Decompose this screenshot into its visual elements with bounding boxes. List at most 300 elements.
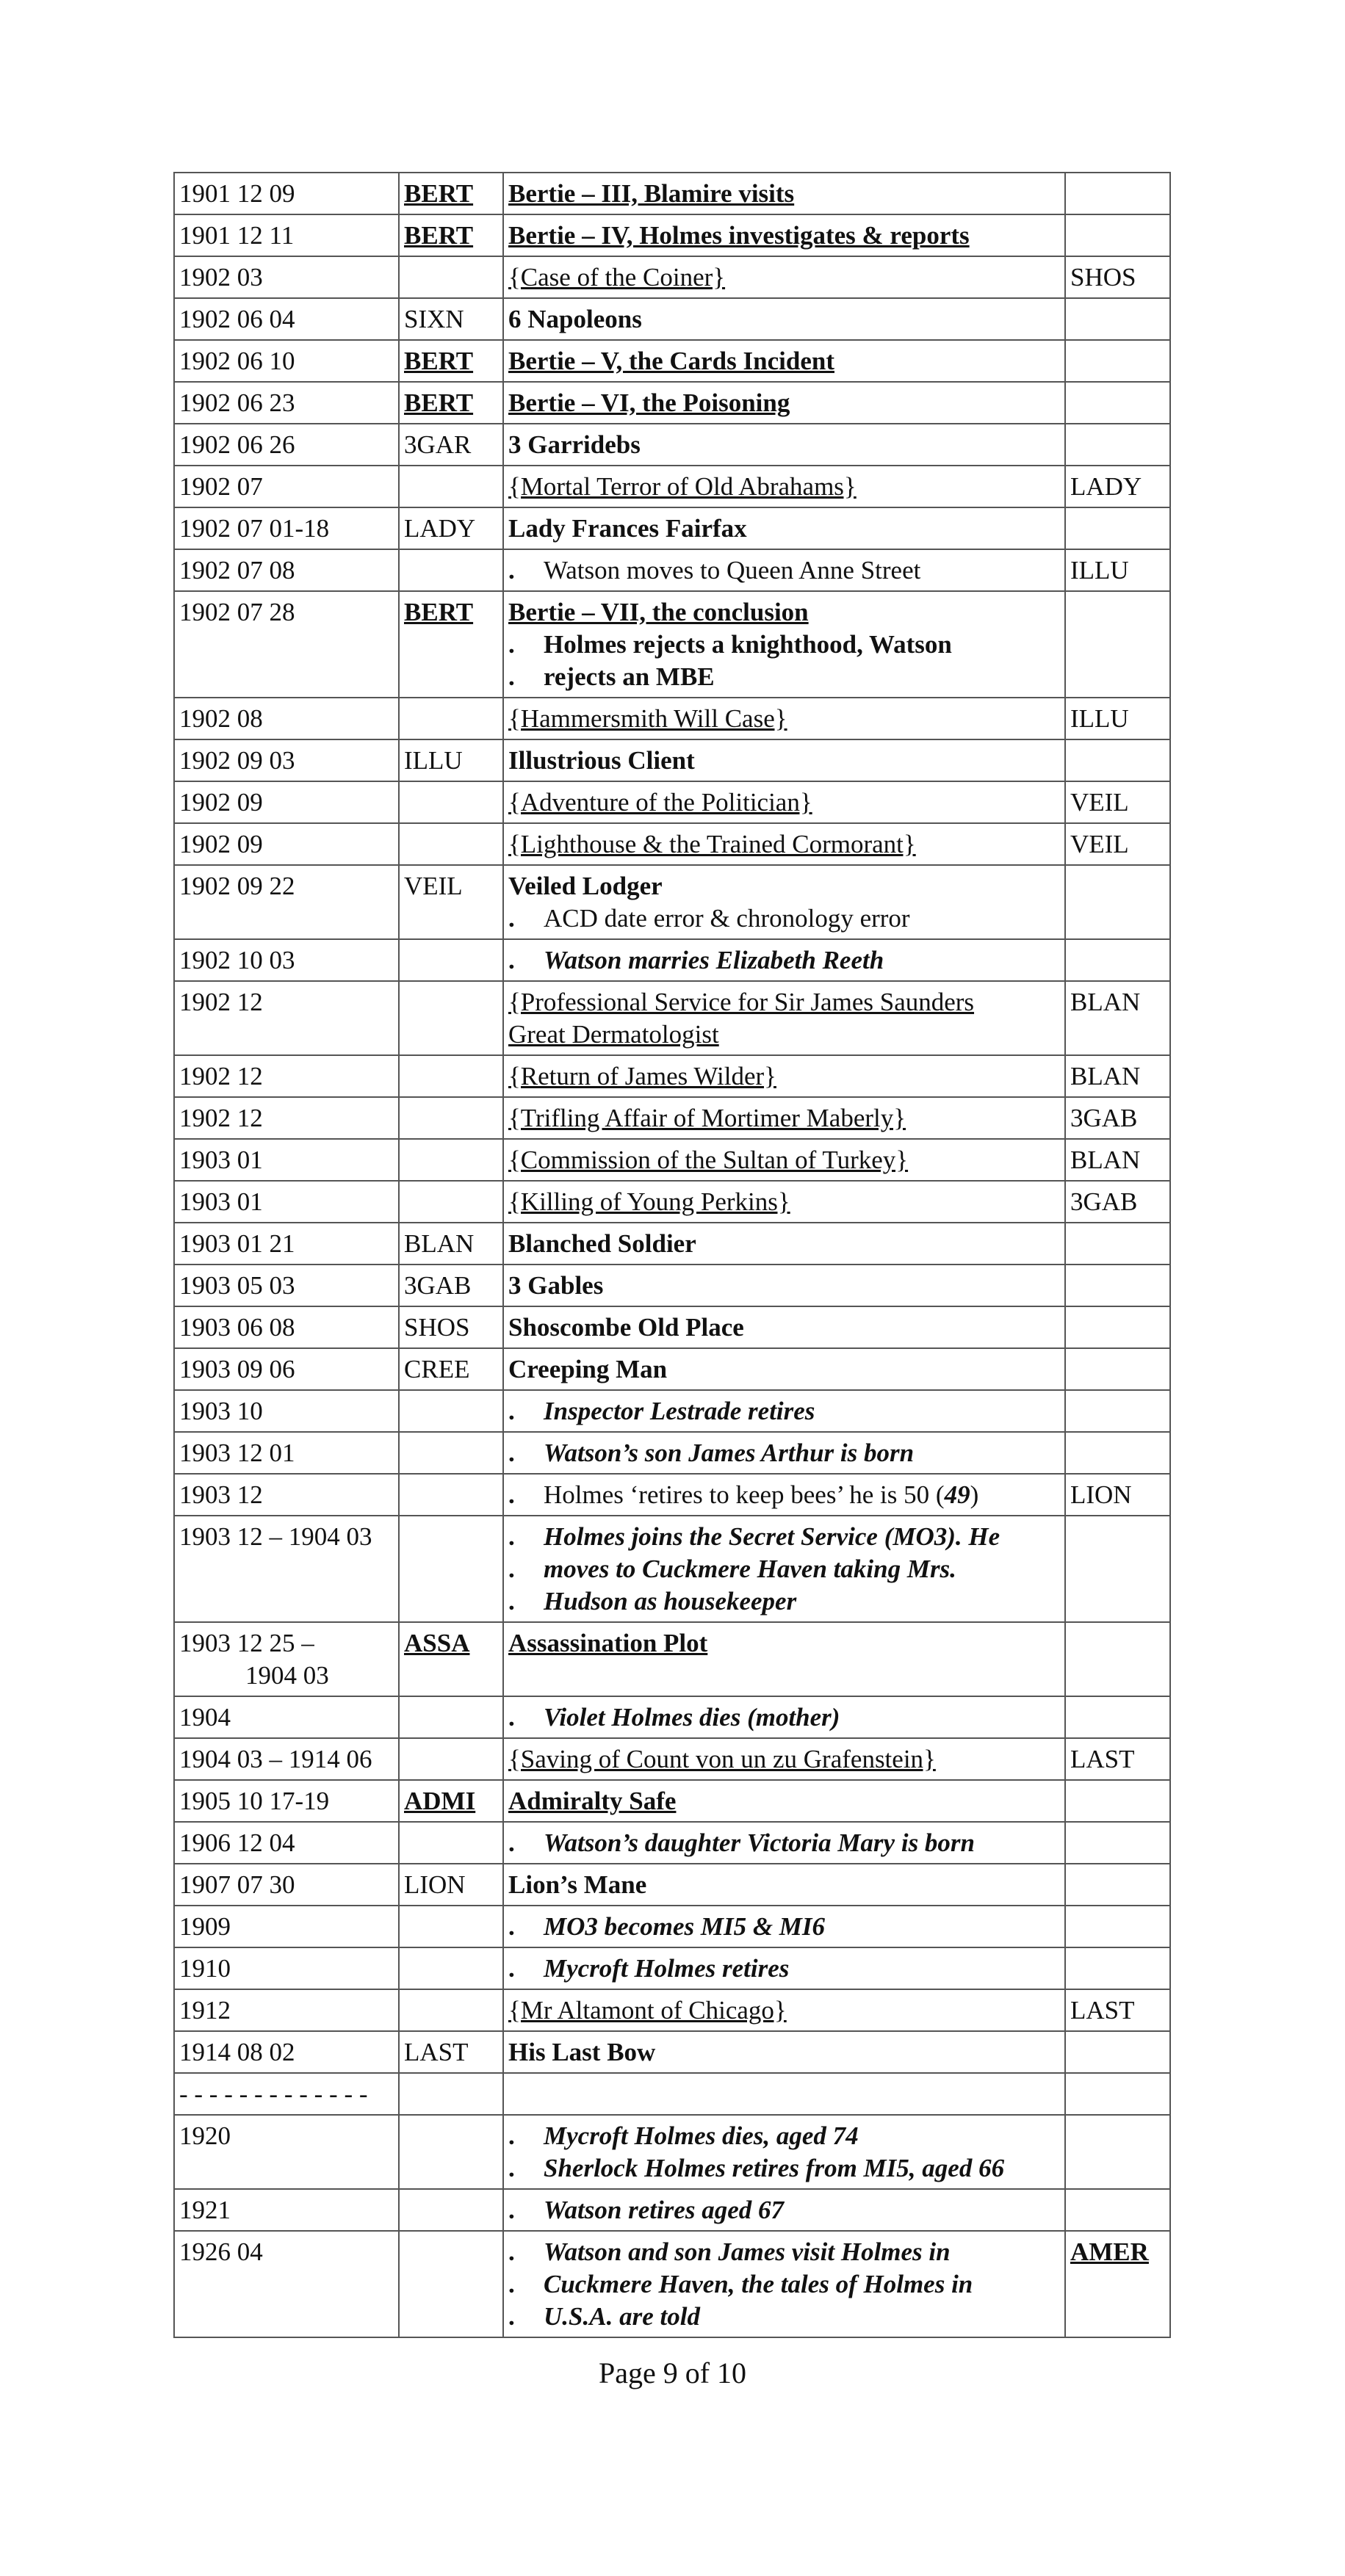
event-cell [503,214,1065,256]
source-code-cell [1065,2231,1170,2337]
event-cell [503,1696,1065,1738]
source-code-cell [1065,1223,1170,1265]
story-code-cell [399,698,503,739]
event-line [508,429,1060,461]
event-line [508,1785,1060,1817]
date-text: 1912 [179,1996,231,2025]
bullet-line [508,554,1060,587]
event-cell [503,1348,1065,1390]
event-line [508,303,1060,336]
date-text: 1905 10 17-19 [179,1787,330,1815]
chronology-table-body [174,173,1170,2337]
event-line [508,387,1060,419]
bullet-line [508,2152,1060,2185]
event-line [508,1102,1060,1135]
table-row [174,739,1170,781]
event-text: 3 Gables [508,1271,604,1300]
bullet-line [508,1553,1060,1585]
event-line [508,1627,1060,1660]
event-cell [503,1223,1065,1265]
story-code-cell [399,939,503,981]
event-text: Holmes joins the Secret Service (MO3). He [544,1522,1000,1551]
date-text: 1902 07 01-18 [179,514,330,543]
table-row [174,1989,1170,2031]
story-code-cell [399,1306,503,1348]
date-cell [174,591,399,698]
table-row [174,214,1170,256]
event-text: Holmes ‘retires to keep bees’ he is 50 ( [544,1480,945,1509]
event-text: {Commission of the Sultan of Turkey} [508,1146,909,1174]
date-cell [174,382,399,424]
source-code: LAST [1070,1745,1135,1773]
date-cell [174,1139,399,1181]
bullet-line [508,2268,1060,2301]
event-text: Admiralty Safe [508,1787,677,1815]
event-text: Watson’s daughter Victoria Mary is born [544,1828,976,1857]
event-line [508,1311,1060,1344]
date-text: 1903 01 21 [179,1229,295,1258]
source-code: BLAN [1070,988,1141,1016]
story-code-cell [399,173,503,214]
event-cell [503,466,1065,507]
bullet-dot: . [508,2196,515,2224]
event-text: Mycroft Holmes dies, aged 74 [544,2121,859,2150]
event-cell [503,1097,1065,1139]
event-cell [503,256,1065,298]
source-code-cell [1065,1474,1170,1516]
date-text: 1903 12 [179,1480,263,1509]
source-code-cell [1065,739,1170,781]
date-text: 1903 09 06 [179,1355,295,1383]
source-code-cell [1065,173,1170,214]
story-code-cell [399,340,503,382]
bullet-dot: . [508,2237,515,2266]
source-code-cell [1065,1265,1170,1306]
event-line [508,1353,1060,1386]
event-text: Inspector Lestrade retires [544,1397,815,1425]
date-cell [174,507,399,549]
event-cell [503,1306,1065,1348]
source-code-cell [1065,1432,1170,1474]
table-row [174,1947,1170,1989]
event-line [508,1186,1060,1218]
date-cell [174,1306,399,1348]
source-code-cell [1065,1780,1170,1822]
bullet-line [508,1827,1060,1859]
table-row [174,1223,1170,1265]
date-cell [174,981,399,1055]
story-code-cell [399,781,503,823]
event-text: {Hammersmith Will Case} [508,704,787,733]
page-number: Page 9 of 10 [598,2356,747,2389]
story-code-cell [399,981,503,1055]
table-row [174,1432,1170,1474]
bullet-dot: . [508,1439,515,1467]
bullet-dot: . [508,1522,515,1551]
source-code: LAST [1070,1996,1135,2025]
date-text: 1902 09 03 [179,746,295,775]
source-code-cell [1065,1906,1170,1947]
source-code-cell [1065,2073,1170,2115]
event-cell [503,1432,1065,1474]
bullet-dot: . [508,2121,515,2150]
table-row [174,591,1170,698]
bullet-line [508,661,1060,693]
date-text: 1903 01 [179,1187,263,1216]
story-code-cell [399,591,503,698]
table-row [174,823,1170,865]
event-text: Watson and son James visit Holmes in [544,2237,951,2266]
date-text: 1902 07 28 [179,598,295,626]
date-text: 1902 07 08 [179,556,295,585]
story-code: ADMI [404,1787,476,1815]
story-code-cell [399,2231,503,2337]
source-code-cell [1065,823,1170,865]
source-code: SHOS [1070,263,1136,292]
date-cell [174,1348,399,1390]
event-line [508,1869,1060,1901]
event-line [508,1228,1060,1260]
event-text: Bertie – VII, the conclusion [508,598,809,626]
table-row [174,2031,1170,2073]
event-line [508,1270,1060,1302]
event-line [508,1060,1060,1093]
source-code-cell [1065,1390,1170,1432]
event-cell [503,865,1065,939]
date-cell [174,1906,399,1947]
story-code-cell [399,466,503,507]
event-cell [503,981,1065,1055]
date-cell [174,1265,399,1306]
event-line [508,1994,1060,2027]
event-text: {Return of James Wilder} [508,1062,776,1090]
table-row [174,781,1170,823]
event-cell [503,591,1065,698]
date-cell [174,939,399,981]
date-cell [174,1947,399,1989]
story-code-cell [399,1906,503,1947]
source-code-cell [1065,1622,1170,1696]
story-code-cell [399,2073,503,2115]
date-cell [174,1738,399,1780]
date-cell [174,2031,399,2073]
event-text: ) [970,1480,979,1509]
event-line [508,703,1060,735]
date-cell [174,1223,399,1265]
date-cell [174,424,399,466]
table-row [174,2073,1170,2115]
date-cell [174,739,399,781]
event-line [508,745,1060,777]
event-text: {Adventure of the Politician} [508,788,812,817]
event-cell [503,549,1065,591]
event-cell [503,939,1065,981]
event-line [508,1743,1060,1776]
bullet-line [508,1953,1060,1985]
source-code: LION [1070,1480,1132,1509]
source-code: 3GAB [1070,1104,1138,1132]
event-cell [503,1738,1065,1780]
source-code: AMER [1070,2237,1149,2266]
date-cell [174,1780,399,1822]
story-code: LADY [404,514,476,543]
story-code: BERT [404,221,474,250]
source-code-cell [1065,214,1170,256]
date-text: 1904 [179,1703,231,1732]
event-line [508,261,1060,294]
source-code: LADY [1070,472,1142,501]
bullet-dot: . [508,1703,515,1732]
event-cell [503,1390,1065,1432]
event-cell [503,1989,1065,2031]
event-line [508,513,1060,545]
source-code: BLAN [1070,1062,1141,1090]
chronology-table [173,172,1171,2338]
date-text: 1903 01 [179,1146,263,1174]
event-cell [503,1265,1065,1306]
event-text: Holmes rejects a knighthood, Watson [544,630,952,659]
event-cell [503,823,1065,865]
source-code-cell [1065,1139,1170,1181]
table-row [174,1696,1170,1738]
event-text: Bertie – V, the Cards Incident [508,347,834,375]
date-cell [174,298,399,340]
source-code-cell [1065,981,1170,1055]
date-cell [174,2115,399,2189]
date-text: 1902 06 04 [179,305,295,333]
bullet-line [508,2301,1060,2333]
date-text: 1920 [179,2121,231,2150]
source-code-cell [1065,1864,1170,1906]
table-row [174,2115,1170,2189]
date-cell [174,823,399,865]
source-code: ILLU [1070,704,1129,733]
table-row [174,1516,1170,1622]
source-code-cell [1065,2189,1170,2231]
event-cell [503,2115,1065,2189]
date-cell [174,1516,399,1622]
source-code-cell [1065,1348,1170,1390]
event-cell [503,1906,1065,1947]
event-text: Bertie – VI, the Poisoning [508,388,790,417]
source-code-cell [1065,382,1170,424]
date-cell [174,1474,399,1516]
event-text: Hudson as housekeeper [544,1587,797,1616]
bullet-line [508,1911,1060,1943]
story-code-cell [399,1864,503,1906]
story-code-cell [399,549,503,591]
source-code-cell [1065,1055,1170,1097]
date-text: 1902 12 [179,1062,263,1090]
source-code-cell [1065,1947,1170,1989]
event-text: Watson’s son James Arthur is born [544,1439,915,1467]
event-text: moves to Cuckmere Haven taking Mrs. [544,1555,956,1583]
date-text: 1903 05 03 [179,1271,295,1300]
event-text: {Mr Altamont of Chicago} [508,1996,787,2025]
story-code-cell [399,1390,503,1432]
event-cell [503,1139,1065,1181]
date-cell [174,1622,399,1696]
story-code-cell [399,823,503,865]
date-text: 1903 10 [179,1397,263,1425]
event-cell [503,1474,1065,1516]
bullet-dot: . [508,1397,515,1425]
event-line [508,1144,1060,1176]
source-code-cell [1065,591,1170,698]
bullet-dot: . [508,1828,515,1857]
event-line [508,1019,1060,1051]
date-text: 1903 12 – 1904 03 [179,1522,372,1551]
event-cell [503,1181,1065,1223]
table-row [174,2189,1170,2231]
date-text: 1904 03 [245,1661,329,1690]
date-cell [174,1989,399,2031]
date-text: 1902 09 [179,830,263,858]
bullet-line [508,1479,1060,1511]
bullet-dot: . [508,904,515,933]
story-code-cell [399,1181,503,1223]
story-code: CREE [404,1355,470,1383]
date-cell [174,549,399,591]
source-code: VEIL [1070,830,1129,858]
event-text: Blanched Soldier [508,1229,696,1258]
bullet-dot: . [508,1587,515,1616]
story-code: BERT [404,347,474,375]
source-code-cell [1065,1516,1170,1622]
event-text: U.S.A. are told [544,2302,700,2331]
source-code: ILLU [1070,556,1129,585]
date-cell [174,781,399,823]
story-code-cell [399,256,503,298]
story-code-cell [399,1474,503,1516]
story-code-cell [399,1622,503,1696]
source-code-cell [1065,424,1170,466]
date-cell [174,1181,399,1223]
event-cell [503,2231,1065,2337]
table-row [174,256,1170,298]
story-code: 3GAR [404,430,472,459]
bullet-line [508,2236,1060,2268]
table-row [174,1738,1170,1780]
table-row [174,939,1170,981]
bullet-line [508,1437,1060,1469]
table-row [174,865,1170,939]
source-code: BLAN [1070,1146,1141,1174]
story-code-cell [399,2189,503,2231]
bullet-line [508,629,1060,661]
story-code-cell [399,2115,503,2189]
date-text: 1903 12 25 – [179,1629,314,1657]
table-row [174,1139,1170,1181]
event-text: {Professional Service for Sir James Saunders [508,988,975,1016]
event-text: His Last Bow [508,2038,656,2066]
date-cell [174,865,399,939]
event-text: {Lighthouse & the Trained Cormorant} [508,830,916,858]
source-code-cell [1065,549,1170,591]
date-cell [174,466,399,507]
event-cell [503,1822,1065,1864]
date-text: 1907 07 30 [179,1870,295,1899]
table-row [174,1622,1170,1696]
story-code-cell [399,1265,503,1306]
table-row [174,1055,1170,1097]
date-cell [174,1432,399,1474]
event-cell [503,2189,1065,2231]
event-cell [503,340,1065,382]
date-cell [174,1390,399,1432]
event-text: {Trifling Affair of Mortimer Maberly} [508,1104,906,1132]
event-text: Bertie – IV, Holmes investigates & reports [508,221,970,250]
date-cell [174,2073,399,2115]
bullet-line [508,2120,1060,2152]
event-text: Bertie – III, Blamire visits [508,179,795,208]
source-code-cell [1065,1306,1170,1348]
event-cell [503,2031,1065,2073]
event-text: 49 [944,1480,970,1509]
event-text: {Killing of Young Perkins} [508,1187,790,1216]
date-text: - - - - - - - - - - - - - [179,2080,368,2108]
story-code-cell [399,214,503,256]
story-code-cell [399,1696,503,1738]
table-row [174,1390,1170,1432]
event-line [508,786,1060,819]
bullet-line [508,1701,1060,1734]
bullet-line [508,1585,1060,1618]
event-text: Shoscombe Old Place [508,1313,744,1342]
event-text: ACD date error & chronology error [544,904,910,933]
date-text: 1926 04 [179,2237,263,2266]
date-text: 1902 09 22 [179,872,295,900]
bullet-dot: . [508,1912,515,1941]
event-cell [503,173,1065,214]
source-code-cell [1065,256,1170,298]
date-text: 1902 07 [179,472,263,501]
event-cell [503,1864,1065,1906]
bullet-dot: . [508,662,515,691]
bullet-line [508,1521,1060,1553]
story-code-cell [399,1139,503,1181]
story-code-cell [399,1947,503,1989]
bullet-dot: . [508,1954,515,1983]
event-cell [503,507,1065,549]
date-text: 1902 03 [179,263,263,292]
table-row [174,298,1170,340]
table-row [174,424,1170,466]
story-code: LAST [404,2038,469,2066]
source-code-cell [1065,1822,1170,1864]
date-text: 1902 08 [179,704,263,733]
date-text: 1902 12 [179,988,263,1016]
event-line [508,220,1060,252]
story-code-cell [399,865,503,939]
event-cell [503,1622,1065,1696]
event-cell [503,382,1065,424]
source-code: 3GAB [1070,1187,1138,1216]
source-code-cell [1065,2031,1170,2073]
date-cell [174,214,399,256]
bullet-line [508,2194,1060,2226]
story-code: BLAN [404,1229,475,1258]
event-text: {Mortal Terror of Old Abrahams} [508,472,857,501]
event-text: Watson retires aged 67 [544,2196,784,2224]
source-code-cell [1065,939,1170,981]
table-row [174,1864,1170,1906]
story-code-cell [399,2031,503,2073]
story-code: SHOS [404,1313,470,1342]
table-row [174,1906,1170,1947]
source-code-cell [1065,466,1170,507]
date-text: 1909 [179,1912,231,1941]
